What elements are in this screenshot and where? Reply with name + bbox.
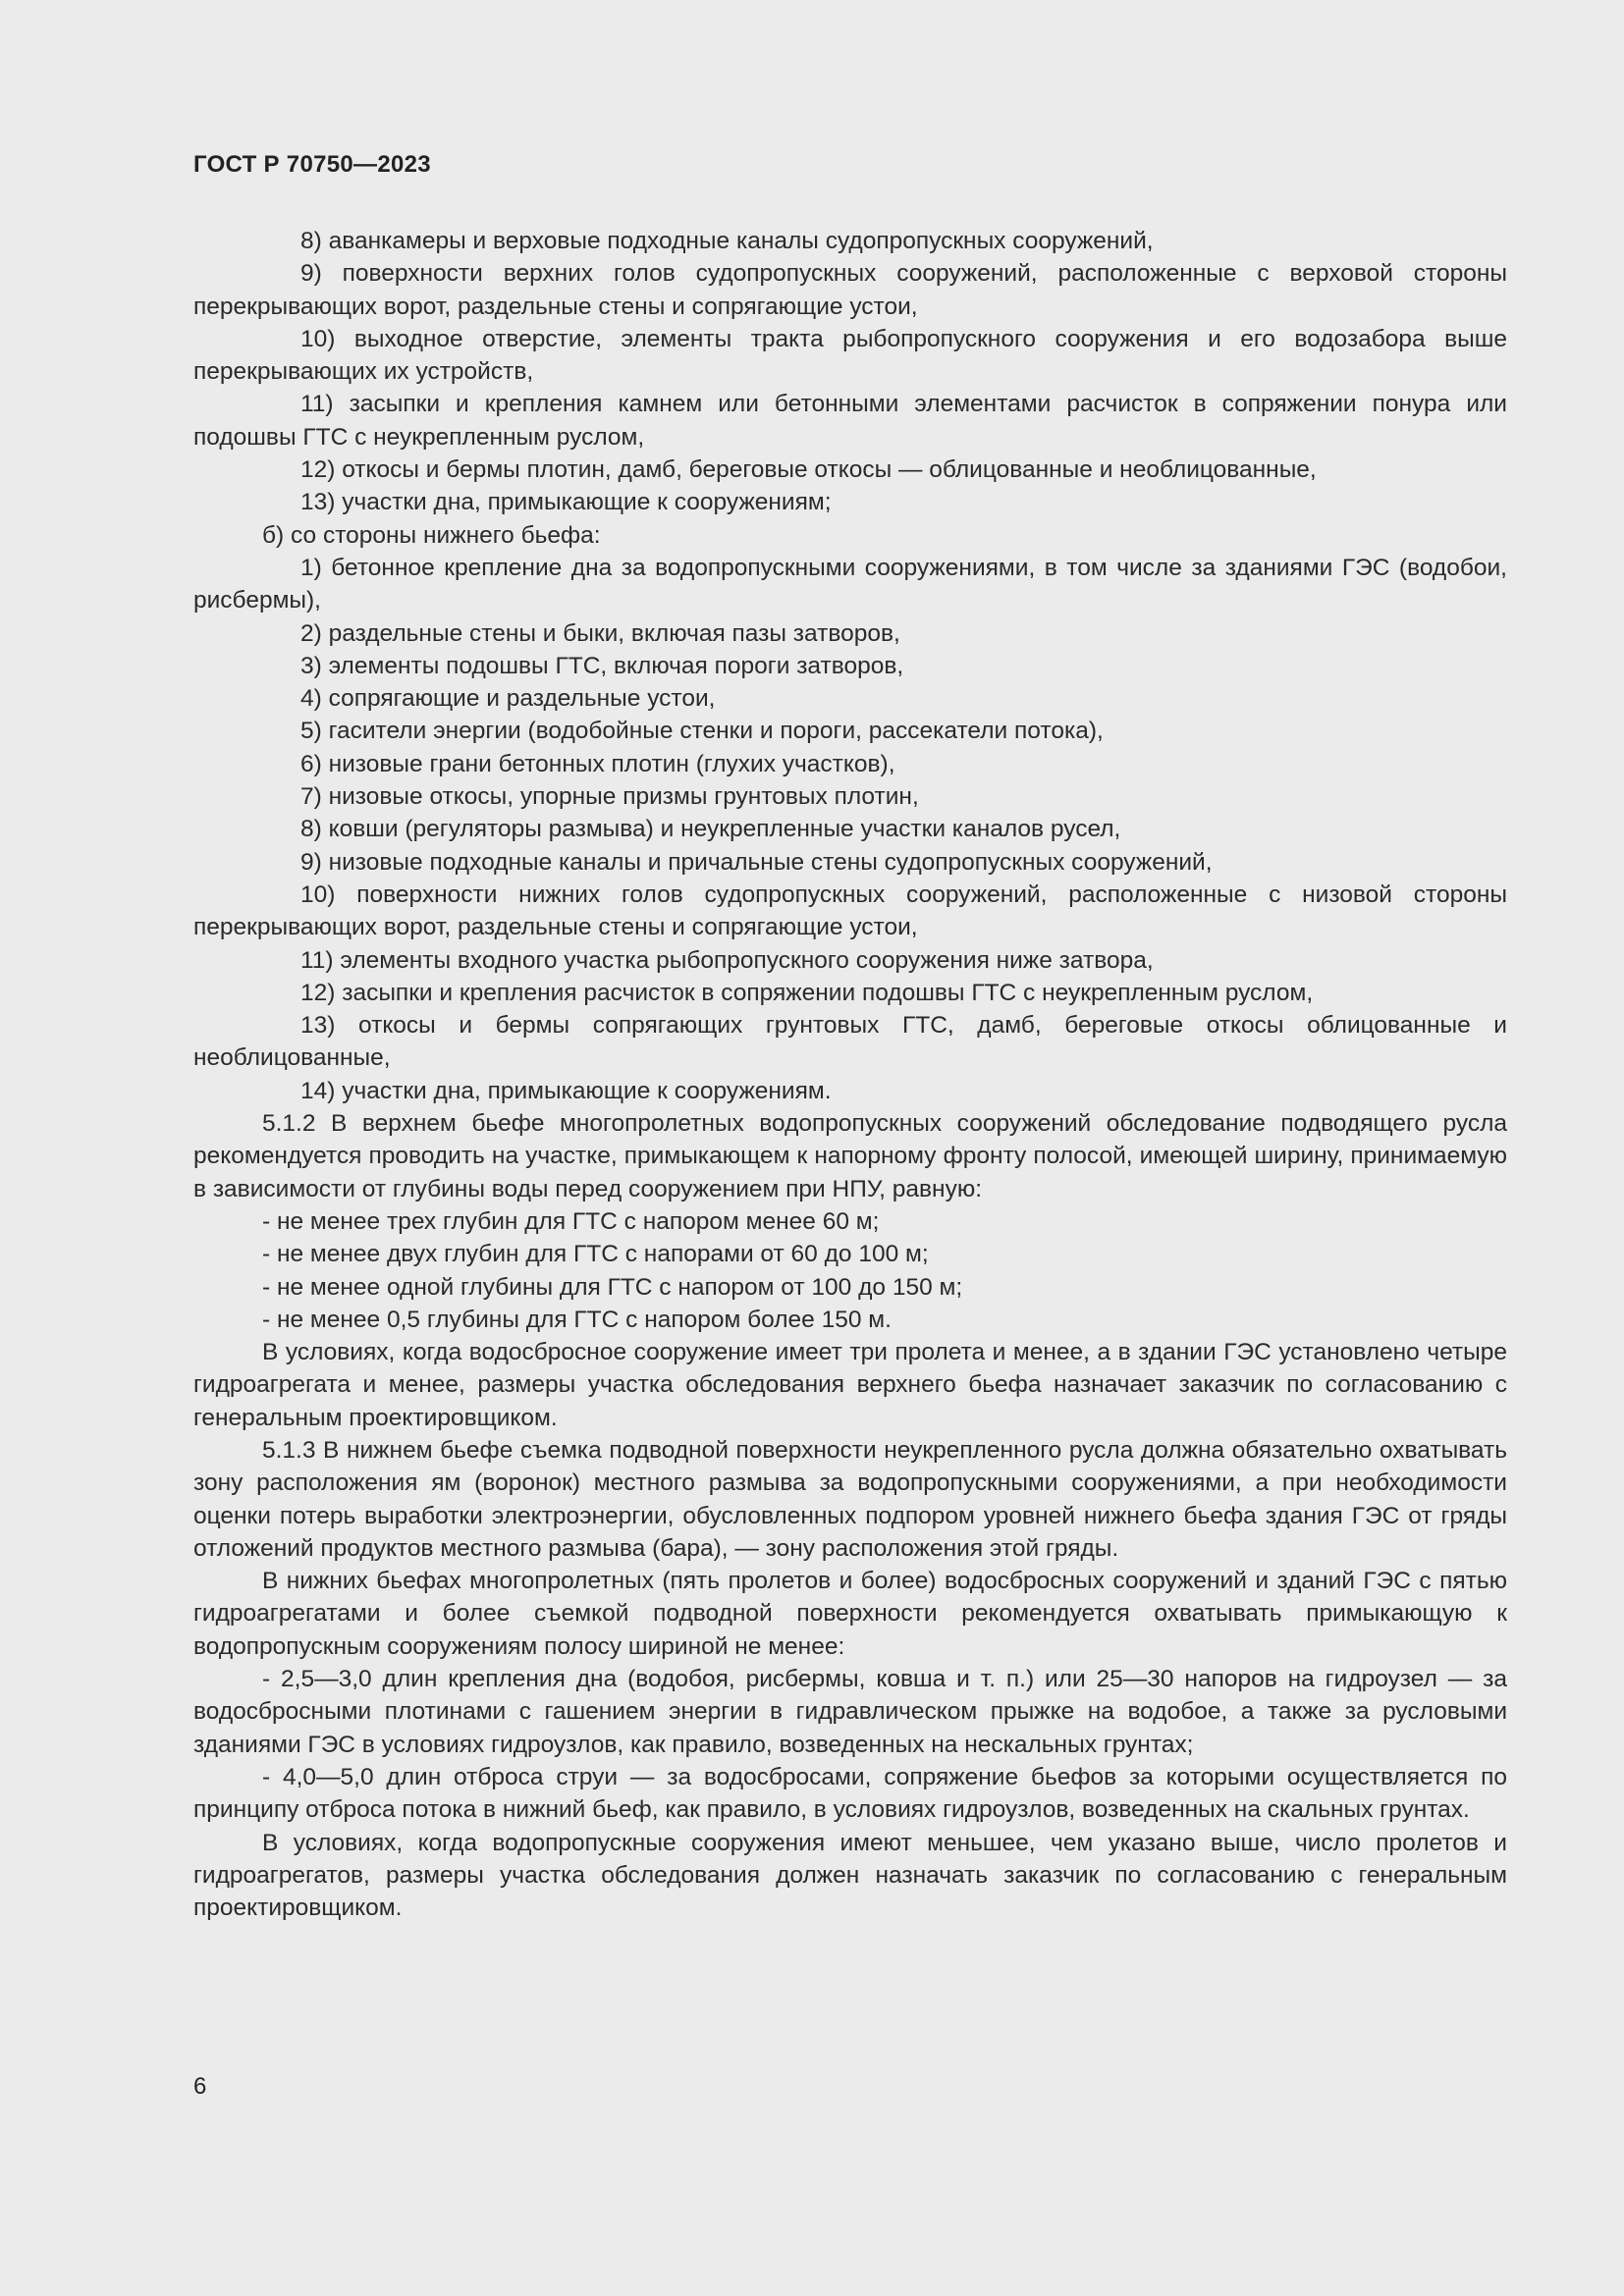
numbered-list-item: 4) сопрягающие и раздельные устои, [300, 685, 716, 713]
numbered-list-item: 8) ковши (регуляторы размыва) и неукрепленные участки каналов русел, [300, 816, 1121, 843]
numbered-list-item: 8) аванкамеры и верховые подходные каналы судопропускных сооружений, [300, 228, 1154, 254]
numbered-list-item: 12) откосы и бермы плотин, дамб, береговые откосы — облицованные и необлицованные, [300, 456, 1317, 484]
numbered-list-item: 13) участки дна, примыкающие к сооружениям; [300, 489, 832, 516]
numbered-list-item: 14) участки дна, примыкающие к сооружениям. [300, 1077, 832, 1104]
numbered-list-item: 6) низовые грани бетонных плотин (глухих участков), [300, 750, 895, 777]
document-header: ГОСТ Р 70750—2023 [193, 151, 431, 178]
list-bullet-item: - 4,0—5,0 длин отброса струи — за водосбросами, сопряжение бьефов за которыми осуществляется по принципу отброса потока в нижний бьеф, как правило, в условиях гидроузлов, возведенных на скальных грунтах. [193, 1763, 1507, 1824]
numbered-list-item: 9) поверхности верхних голов судопропускных сооружений, расположенные с верховой стороны перекрывающих ворот, раздельные стены и сопрягающие устои, [193, 260, 1507, 320]
numbered-list-item: 5) гасители энергии (водобойные стенки и пороги, рассекатели потока), [300, 718, 1104, 745]
paragraph: 5.1.3 В нижнем бьефе съемка подводной поверхности неукрепленного русла должна обязательно охватывать зону расположения ям (воронок) местного размыва за водопропускными сооружениями, а при необходимости оценки потерь выработки электроэнергии, обусловленных подпором уровней нижнего бьефа здания ГЭС от гряды отложений продуктов местного размыва (бара), — зону расположения этой гряды. [193, 1436, 1507, 1562]
paragraph: В условиях, когда водосбросное сооружение имеет три пролета и менее, а в здании ГЭС установлено четыре гидроагрегата и менее, размеры участка обследования верхнего бьефа назначает заказчик по согласованию с генеральным проектировщиком. [193, 1339, 1507, 1431]
paragraph: В нижних бьефах многопролетных (пять пролетов и более) водосбросных сооружений и зданий ГЭС с пятью гидроагрегатами и более съемкой подводной поверхности рекомендуется охватывать примыкающую к водопропускным сооружениям полосу шириной не менее: [193, 1568, 1507, 1660]
numbered-list-item: 12) засыпки и крепления расчисток в сопряжении подошвы ГТС с неукрепленным руслом, [300, 979, 1314, 1006]
paragraph: б) со стороны нижнего бьефа: [262, 521, 601, 549]
numbered-list-item: 11) элементы входного участка рыбопропускного сооружения ниже затвора, [300, 946, 1154, 974]
numbered-list-item: 2) раздельные стены и быки, включая пазы затворов, [300, 619, 900, 647]
document-body [193, 225, 1507, 1924]
list-bullet-item: - 2,5—3,0 длин крепления дна (водобоя, рисбермы, ковша и т. п.) или 25—30 напоров на гидроузел — за водосбросными плотинами с гашением энергии в гидравлическом прыжке на водобое, а также за русловыми зданиями ГЭС в условиях гидроузлов, как правило, возведенных на нескальных грунтах; [193, 1666, 1507, 1758]
numbered-list-item: 10) поверхности нижних голов судопропускных сооружений, расположенные с низовой стороны перекрывающих ворот, раздельные стены и сопрягающие устои, [193, 881, 1507, 941]
list-bullet-item: - не менее трех глубин для ГТС с напором менее 60 м; [262, 1207, 880, 1235]
list-bullet-item: - не менее 0,5 глубины для ГТС с напором более 150 м. [262, 1306, 892, 1333]
numbered-list-item: 7) низовые откосы, упорные призмы грунтовых плотин, [300, 783, 919, 811]
page-number: 6 [193, 2073, 207, 2100]
numbered-list-item: 13) откосы и бермы сопрягающих грунтовых ГТС, дамб, береговые откосы облицованные и необлицованные, [193, 1012, 1507, 1072]
list-bullet-item: - не менее двух глубин для ГТС с напорами от 60 до 100 м; [262, 1241, 929, 1268]
numbered-list-item: 10) выходное отверстие, элементы тракта рыбопропускного сооружения и его водозабора выше перекрывающих их устройств, [193, 325, 1507, 386]
paragraph: 5.1.2 В верхнем бьефе многопролетных водопропускных сооружений обследование подводящего русла рекомендуется проводить на участке, примыкающем к напорному фронту полосой, имеющей ширину, принимаемую в зависимости от глубины воды перед сооружением при НПУ, равную: [193, 1110, 1507, 1202]
paragraph: В условиях, когда водопропускные сооружения имеют меньшее, чем указано выше, число пролетов и гидроагрегатов, размеры участка обследования должен назначать заказчик по согласованию с генеральным проектировщиком. [193, 1829, 1507, 1922]
numbered-list-item: 11) засыпки и крепления камнем или бетонными элементами расчисток в сопряжении понура или подошвы ГТС с неукрепленным руслом, [193, 391, 1507, 451]
numbered-list-item: 9) низовые подходные каналы и причальные стены судопропускных сооружений, [300, 848, 1213, 876]
list-bullet-item: - не менее одной глубины для ГТС с напором от 100 до 150 м; [262, 1273, 963, 1301]
numbered-list-item: 1) бетонное крепление дна за водопропускными сооружениями, в том числе за зданиями ГЭС (водобои, рисбермы), [193, 554, 1507, 614]
numbered-list-item: 3) элементы подошвы ГТС, включая пороги затворов, [300, 652, 904, 679]
